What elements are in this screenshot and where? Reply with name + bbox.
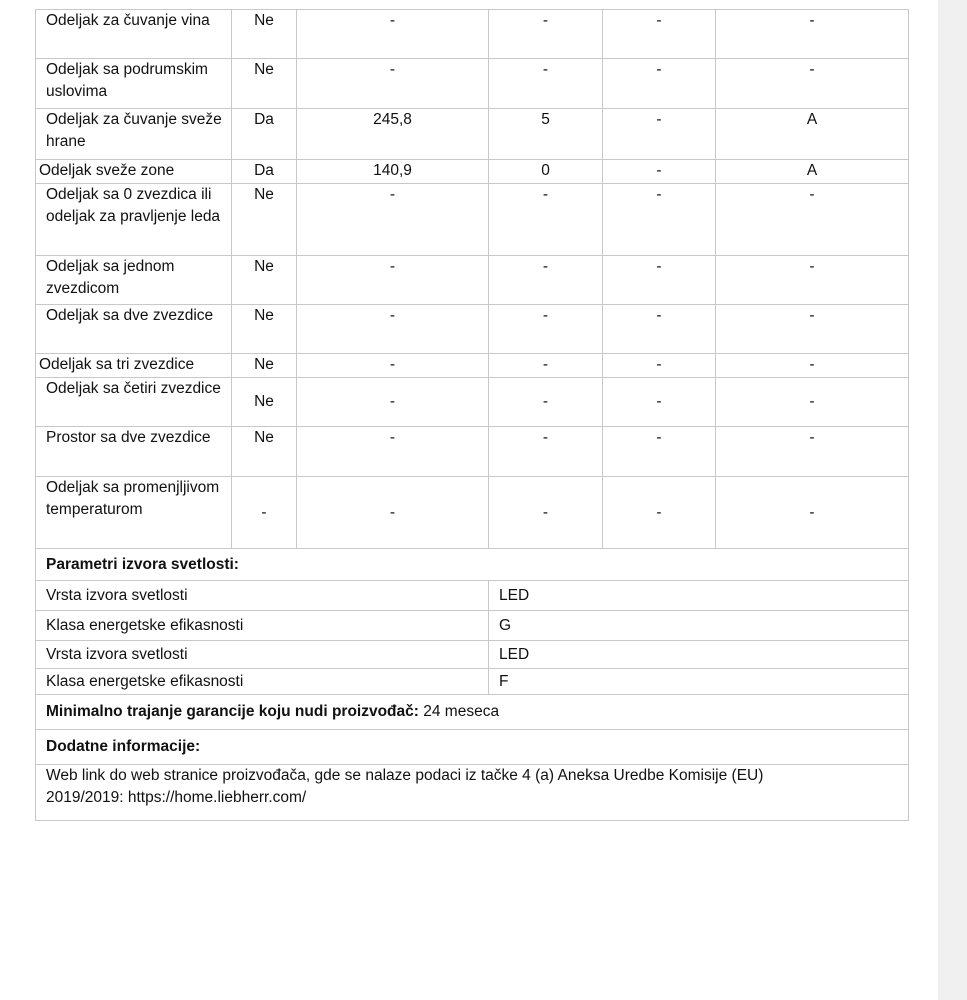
warranty-cell <box>36 695 909 730</box>
compartment-temperature: - <box>489 184 603 256</box>
table-row <box>36 669 909 695</box>
compartment-present: Da <box>232 160 297 184</box>
table-row <box>36 109 909 160</box>
table-row <box>36 765 909 821</box>
compartment-name: Odeljak sa 0 zvezdica ili odeljak za pravljenje leda <box>36 184 232 256</box>
light-source-value: F <box>489 669 909 695</box>
compartment-name: Odeljak sa promenjljivom temperaturom <box>36 477 232 549</box>
compartment-climate-class: - <box>716 477 909 549</box>
table-row <box>36 477 909 549</box>
compartment-present: Da <box>232 109 297 160</box>
compartment-defrost: - <box>603 378 716 427</box>
compartment-temperature: - <box>489 477 603 549</box>
compartment-present: Ne <box>232 305 297 354</box>
table-row <box>36 641 909 669</box>
light-source-label: Vrsta izvora svetlosti <box>36 581 489 611</box>
light-source-label: Klasa energetske efikasnosti <box>36 669 489 695</box>
compartment-volume: 245,8 <box>297 109 489 160</box>
table-row <box>36 59 909 109</box>
compartment-present: Ne <box>232 10 297 59</box>
light-source-label: Klasa energetske efikasnosti <box>36 611 489 641</box>
compartment-temperature: 5 <box>489 109 603 160</box>
compartment-climate-class: - <box>716 305 909 354</box>
compartment-present: Ne <box>232 378 297 427</box>
compartment-present: Ne <box>232 427 297 477</box>
compartment-temperature: - <box>489 305 603 354</box>
table-row <box>36 549 909 581</box>
compartment-name: Odeljak za čuvanje sveže hrane <box>36 109 232 160</box>
compartment-climate-class: - <box>716 427 909 477</box>
compartment-volume: - <box>297 477 489 549</box>
compartment-climate-class: A <box>716 109 909 160</box>
compartment-defrost: - <box>603 354 716 378</box>
warranty-value: 24 meseca <box>418 703 500 720</box>
compartment-volume: - <box>297 184 489 256</box>
compartment-climate-class: - <box>716 256 909 305</box>
compartment-volume: - <box>297 59 489 109</box>
table-row <box>36 256 909 305</box>
compartment-volume: - <box>297 427 489 477</box>
table-row <box>36 695 909 730</box>
compartment-volume: - <box>297 10 489 59</box>
compartment-volume: - <box>297 354 489 378</box>
table-row <box>36 581 909 611</box>
additional-info-text: Web link do web stranice proizvođača, gde se nalaze podaci iz tačke 4 (a) Aneksa Uredbe Komisije (EU) 2019/2019: https://home.liebherr.com/ <box>36 765 909 821</box>
table-row <box>36 184 909 256</box>
additional-info-heading: Dodatne informacije: <box>36 730 909 765</box>
compartment-climate-class: - <box>716 378 909 427</box>
compartment-present: Ne <box>232 354 297 378</box>
table-row <box>36 160 909 184</box>
compartment-temperature: - <box>489 256 603 305</box>
compartment-volume: - <box>297 305 489 354</box>
compartment-climate-class: - <box>716 184 909 256</box>
compartment-climate-class: - <box>716 59 909 109</box>
compartment-climate-class: A <box>716 160 909 184</box>
compartment-defrost: - <box>603 160 716 184</box>
compartment-volume: - <box>297 378 489 427</box>
compartment-temperature: - <box>489 354 603 378</box>
compartment-temperature: - <box>489 378 603 427</box>
warranty-label: Minimalno trajanje garancije koju nudi proizvođač: <box>46 703 419 720</box>
table-row <box>36 730 909 765</box>
compartment-defrost: - <box>603 184 716 256</box>
compartment-temperature: 0 <box>489 160 603 184</box>
light-source-label: Vrsta izvora svetlosti <box>36 641 489 669</box>
light-source-value: LED <box>489 581 909 611</box>
light-source-heading: Parametri izvora svetlosti: <box>36 549 909 581</box>
compartment-present: - <box>232 477 297 549</box>
compartment-name: Odeljak za čuvanje vina <box>36 10 232 59</box>
light-source-table <box>35 548 909 821</box>
table-row <box>36 305 909 354</box>
compartment-volume: - <box>297 256 489 305</box>
compartment-defrost: - <box>603 477 716 549</box>
compartment-present: Ne <box>232 59 297 109</box>
compartment-temperature: - <box>489 59 603 109</box>
compartment-volume: 140,9 <box>297 160 489 184</box>
compartment-name: Odeljak sa četiri zvezdice <box>36 378 232 427</box>
compartment-temperature: - <box>489 10 603 59</box>
scrollbar[interactable] <box>938 0 967 1000</box>
table-row <box>36 611 909 641</box>
compartment-temperature: - <box>489 427 603 477</box>
compartment-defrost: - <box>603 256 716 305</box>
compartment-defrost: - <box>603 305 716 354</box>
compartment-name: Odeljak sa jednom zvezdicom <box>36 256 232 305</box>
table-row <box>36 354 909 378</box>
compartment-defrost: - <box>603 10 716 59</box>
compartment-defrost: - <box>603 59 716 109</box>
compartment-present: Ne <box>232 184 297 256</box>
compartment-name: Prostor sa dve zvezdice <box>36 427 232 477</box>
table-row <box>36 427 909 477</box>
compartment-table <box>35 9 909 549</box>
compartment-present: Ne <box>232 256 297 305</box>
compartment-name: Odeljak sa podrumskim uslovima <box>36 59 232 109</box>
table-row <box>36 10 909 59</box>
compartment-defrost: - <box>603 109 716 160</box>
table-row <box>36 378 909 427</box>
compartment-name: Odeljak sveže zone <box>36 160 232 184</box>
compartment-name: Odeljak sa dve zvezdice <box>36 305 232 354</box>
compartment-climate-class: - <box>716 10 909 59</box>
light-source-value: G <box>489 611 909 641</box>
compartment-name: Odeljak sa tri zvezdice <box>36 354 232 378</box>
compartment-climate-class: - <box>716 354 909 378</box>
light-source-value: LED <box>489 641 909 669</box>
compartment-defrost: - <box>603 427 716 477</box>
